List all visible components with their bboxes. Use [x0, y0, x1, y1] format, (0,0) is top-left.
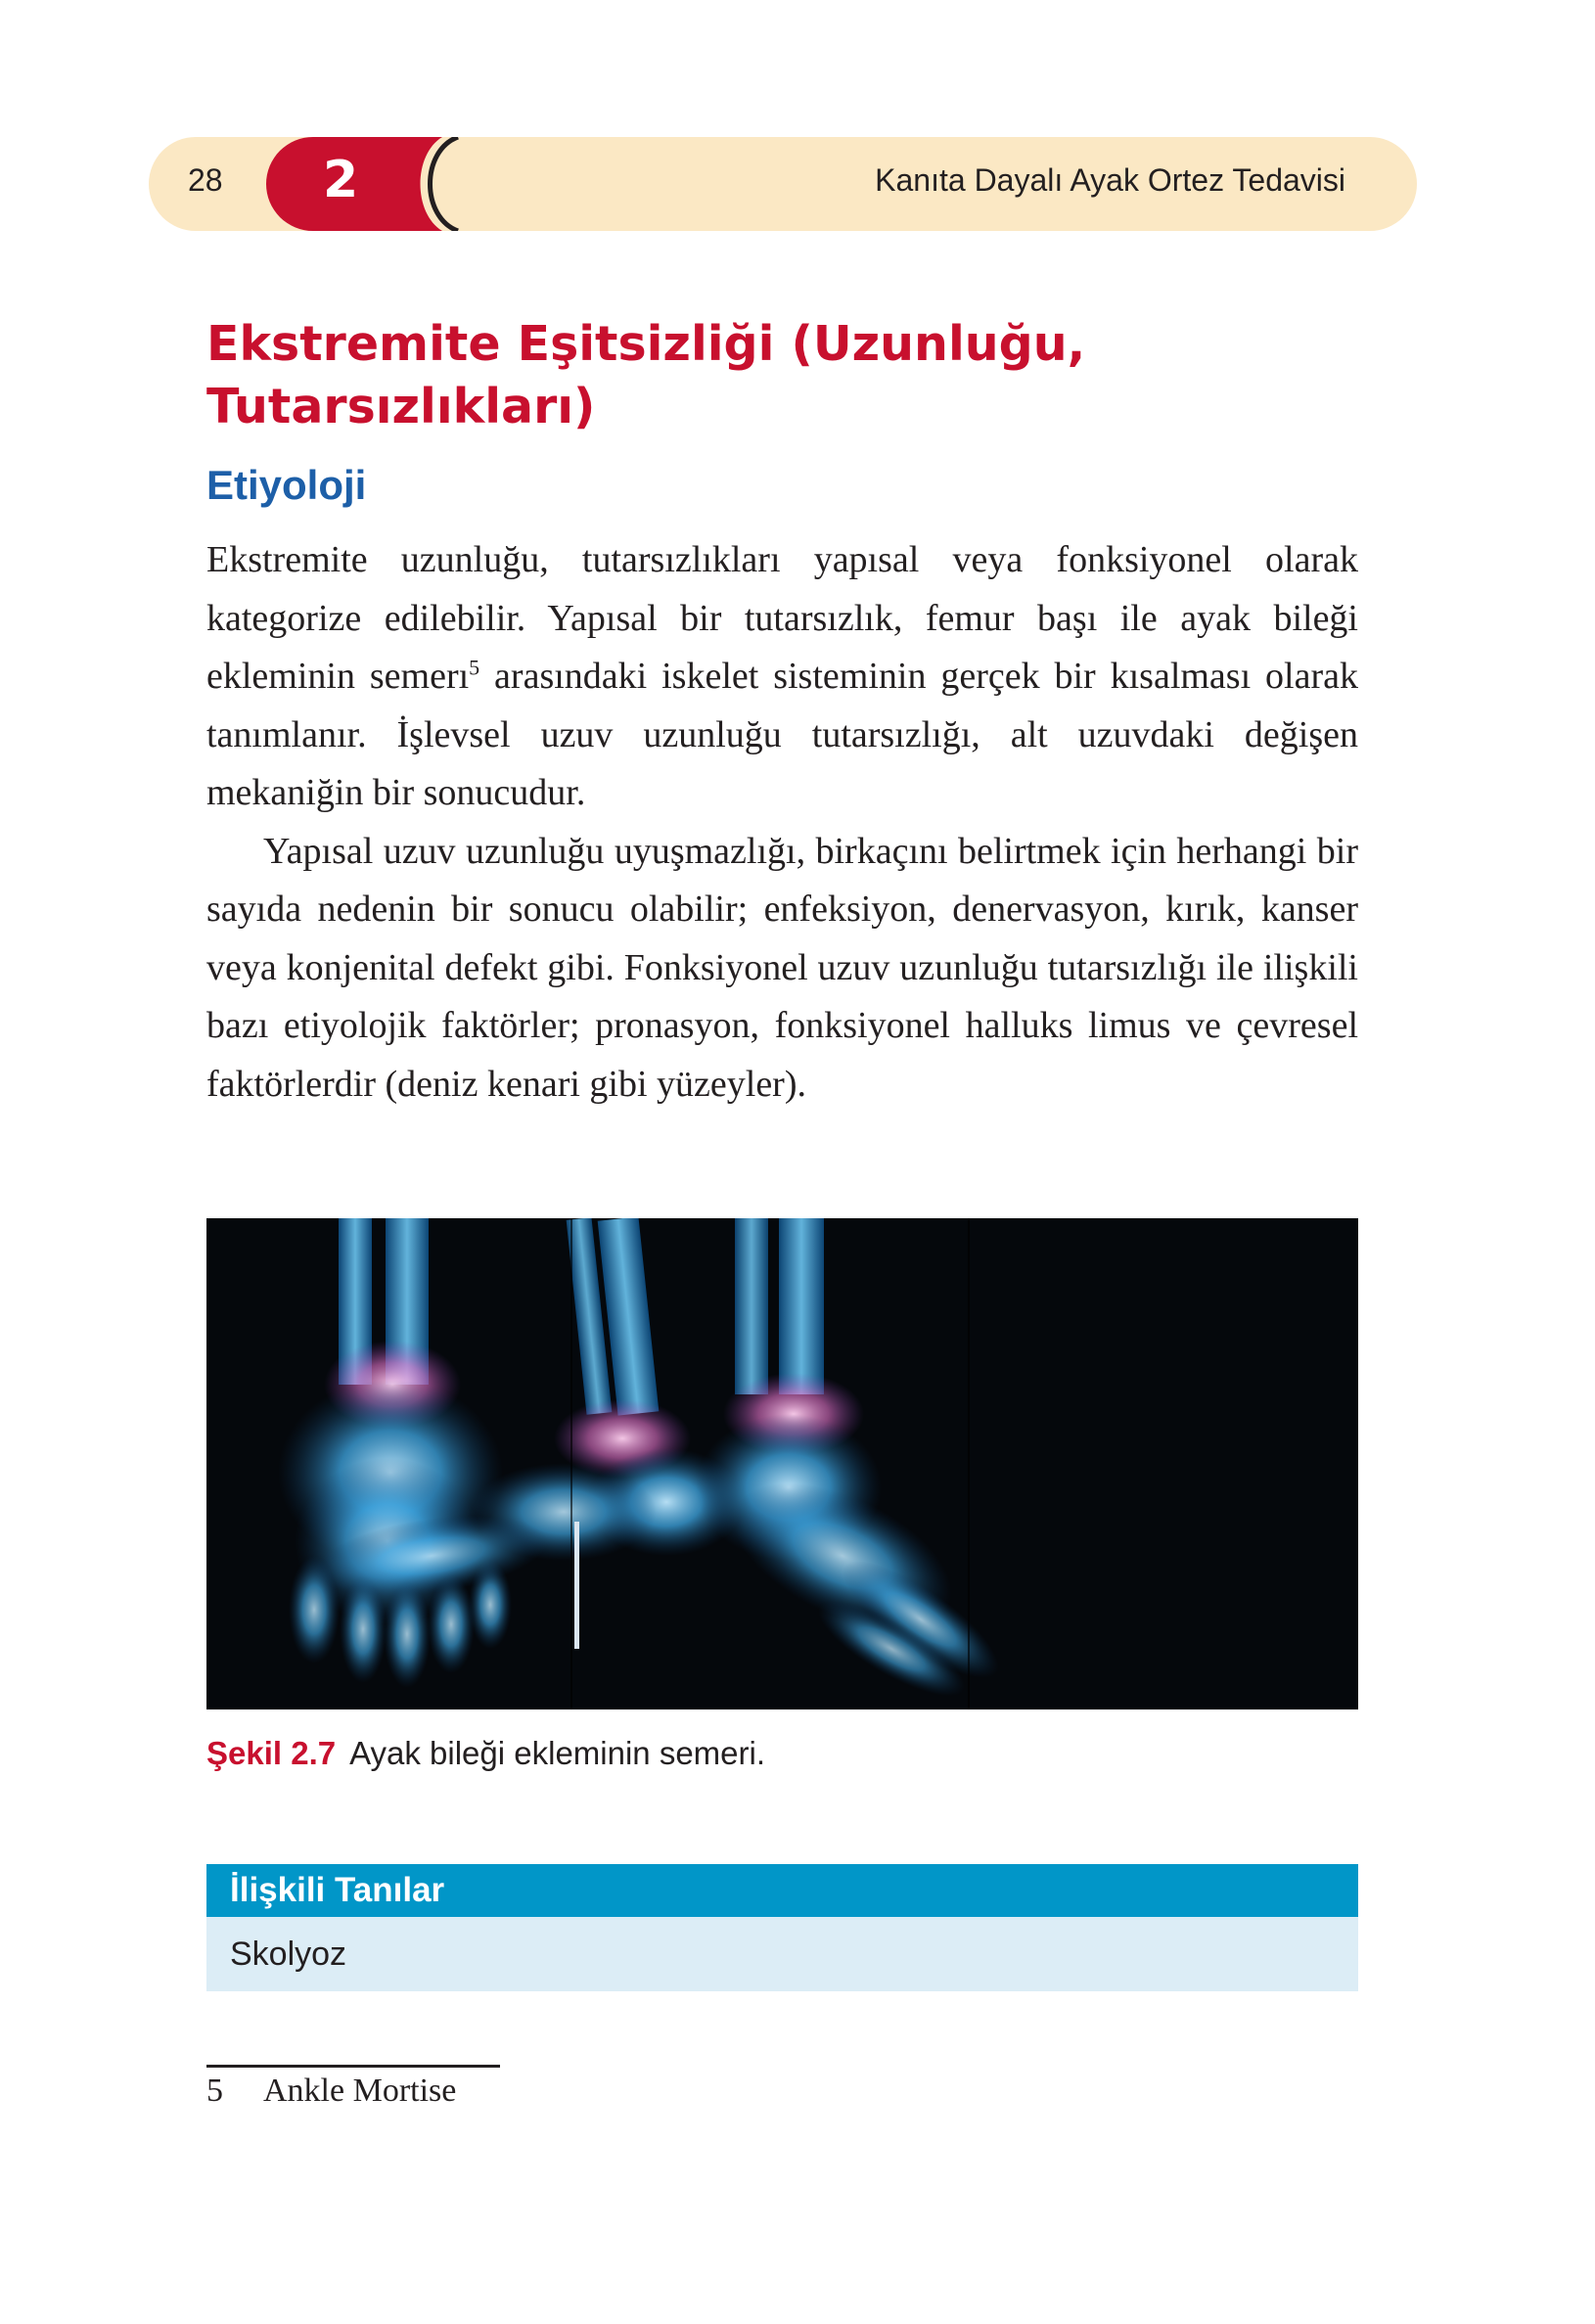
section-title: Ekstremite Eşitsizliği (Uzunluğu, Tutarsızlıkları) — [206, 316, 1086, 434]
xray-left-foot — [278, 1218, 512, 1688]
related-diagnoses-header: İlişkili Tanılar — [206, 1864, 1358, 1917]
paragraph-1 — [206, 531, 1358, 823]
xray-image — [206, 1218, 1358, 1709]
footnote — [206, 2073, 456, 2110]
paragraph-2: Yapısal uzuv uzunluğu uyuşmazlığı, birkaçını belirtmek için herhangi bir sayıda nedenin bir sonucu olabilir; enfeksiyon, denervasyon, kırık, kanser veya konjenital defekt gibi. Fonksiyonel uzuv uzunluğu tutarsızlığı ile ilişkili bazı etiyolojik faktörler; pronasyon, fonksiyonel halluks limus ve çevresel faktörlerdir (deniz kenari gibi yüzeyler). — [206, 830, 1358, 1105]
figure-label: Şekil 2.7 — [206, 1735, 337, 1771]
running-title: Kanıta Dayalı Ayak Ortez Tedavisi — [875, 162, 1345, 198]
subsection-title: Etiyoloji — [206, 462, 367, 508]
footnote-text: Ankle Mortise — [263, 2073, 457, 2109]
xray-figure — [206, 1218, 1358, 1709]
related-diagnoses-item: Skolyoz — [206, 1917, 1358, 1991]
footnote-rule — [206, 2065, 500, 2068]
xray-right-foot — [696, 1218, 1014, 1709]
figure-caption — [206, 1735, 765, 1772]
body-text — [206, 531, 1358, 1114]
footnote-number: 5 — [206, 2073, 223, 2109]
paragraph-1-before: Ekstremite uzunluğu, tutarsızlıkları yapısal veya fonksiyonel olarak kategorize edilebilir. Yapısal bir tutarsızlık, femur başı ile ayak bileği ekleminin semerı — [206, 539, 1358, 697]
footnote-reference[interactable]: 5 — [469, 655, 480, 680]
chapter-tab — [266, 137, 462, 231]
figure-caption-text: Ayak bileği ekleminin semeri. — [349, 1735, 766, 1771]
chapter-number: 2 — [323, 151, 359, 209]
paragraph-1-after: arasındaki iskelet sisteminin gerçek bir kısalması olarak tanımlanır. İşlevsel uzuv uzunluğu tutarsızlığı, alt uzuvdaki değişen mekaniğin bir sonucudur. — [206, 656, 1358, 813]
related-diagnoses-box — [206, 1864, 1358, 1991]
page-number: 28 — [188, 162, 223, 198]
